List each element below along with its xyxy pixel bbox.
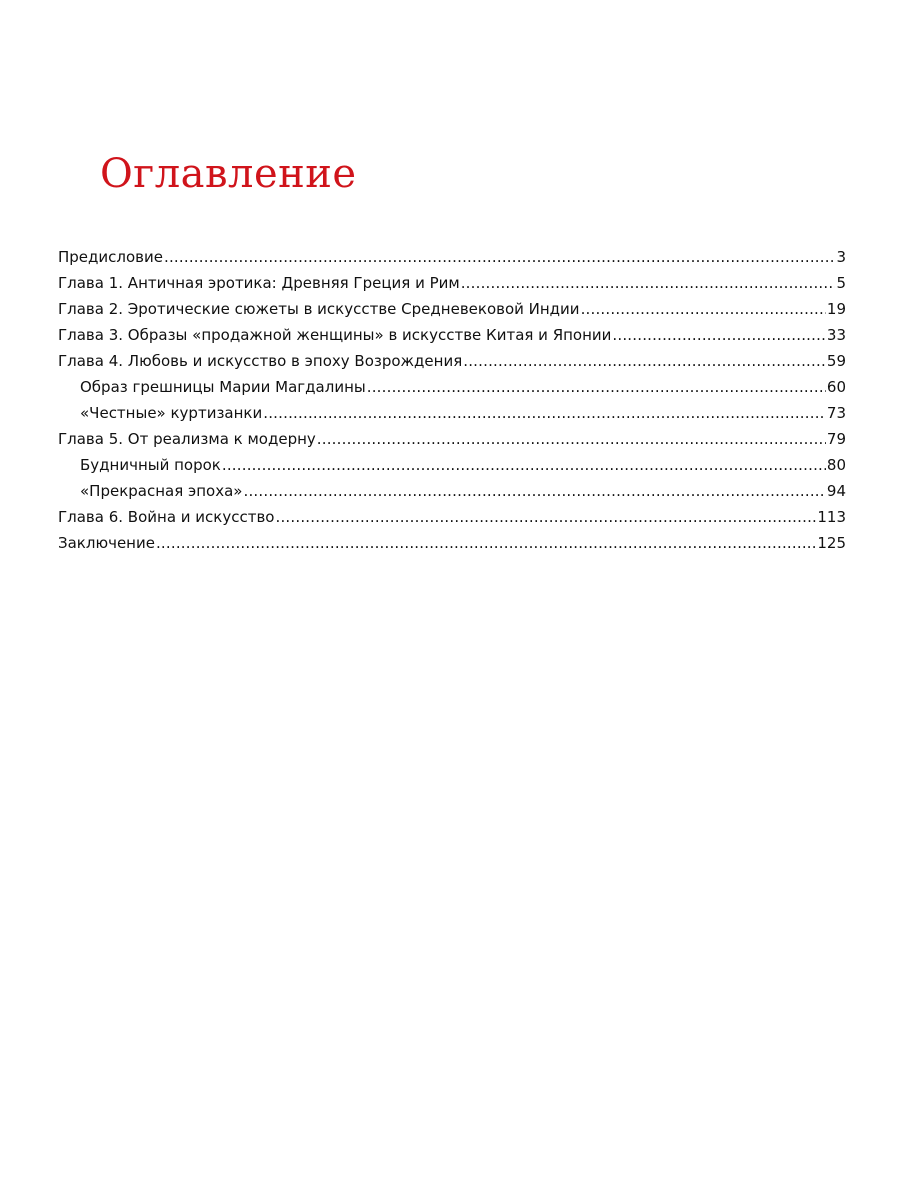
toc-entry-text: Глава 3. Образы «продажной женщины» в искусстве Китая и Японии [58, 326, 612, 344]
toc-entry-text: Образ грешницы Марии Магдалины [80, 378, 366, 396]
toc-page-number: 5 [836, 274, 846, 292]
toc-page-number: 113 [817, 508, 846, 526]
toc-entry[interactable] [58, 426, 846, 452]
toc-entry-text: Заключение [58, 534, 155, 552]
dot-leader [581, 296, 826, 322]
toc-entry-text: «Честные» куртизанки [80, 404, 263, 422]
toc-entry-text: «Прекрасная эпоха» [80, 482, 243, 500]
dot-leader [243, 478, 825, 504]
dot-leader [263, 400, 826, 426]
toc-page-number: 73 [826, 404, 846, 422]
toc-entry[interactable] [58, 296, 846, 322]
table-of-contents [58, 244, 846, 556]
toc-entry[interactable] [58, 530, 846, 556]
toc-entry-text: Предисловие [58, 248, 163, 266]
toc-page-number: 79 [826, 430, 846, 448]
toc-entry[interactable] [58, 244, 846, 270]
toc-entry[interactable] [58, 348, 846, 374]
page-title: Оглавление [100, 151, 357, 197]
toc-entry[interactable] [58, 322, 846, 348]
toc-entry-text: Глава 1. Античная эротика: Древняя Греция и Рим [58, 274, 460, 292]
toc-entry-text: Глава 5. От реализма к модерну [58, 430, 316, 448]
toc-page-number: 59 [826, 352, 846, 370]
dot-leader [612, 322, 826, 348]
toc-page-number: 94 [826, 482, 846, 500]
toc-subentry[interactable] [58, 374, 846, 400]
toc-page-number: 80 [826, 456, 846, 474]
toc-page-number: 125 [817, 534, 846, 552]
toc-entry-text: Будничный порок [80, 456, 221, 474]
dot-leader [222, 452, 826, 478]
toc-entry[interactable] [58, 504, 846, 530]
dot-leader [317, 426, 826, 452]
dot-leader [276, 504, 817, 530]
toc-page-number: 60 [826, 378, 846, 396]
toc-entry-text: Глава 6. Война и искусство [58, 508, 275, 526]
toc-page-number: 19 [826, 300, 846, 318]
dot-leader [367, 374, 826, 400]
toc-page-number: 3 [836, 248, 846, 266]
dot-leader [463, 348, 826, 374]
toc-subentry[interactable] [58, 478, 846, 504]
toc-entry-text: Глава 4. Любовь и искусство в эпоху Возрождения [58, 352, 463, 370]
toc-subentry[interactable] [58, 452, 846, 478]
toc-entry[interactable] [58, 270, 846, 296]
toc-subentry[interactable] [58, 400, 846, 426]
dot-leader [164, 244, 835, 270]
toc-entry-text: Глава 2. Эротические сюжеты в искусстве Средневековой Индии [58, 300, 580, 318]
dot-leader [461, 270, 836, 296]
toc-page-number: 33 [826, 326, 846, 344]
dot-leader [156, 530, 816, 556]
